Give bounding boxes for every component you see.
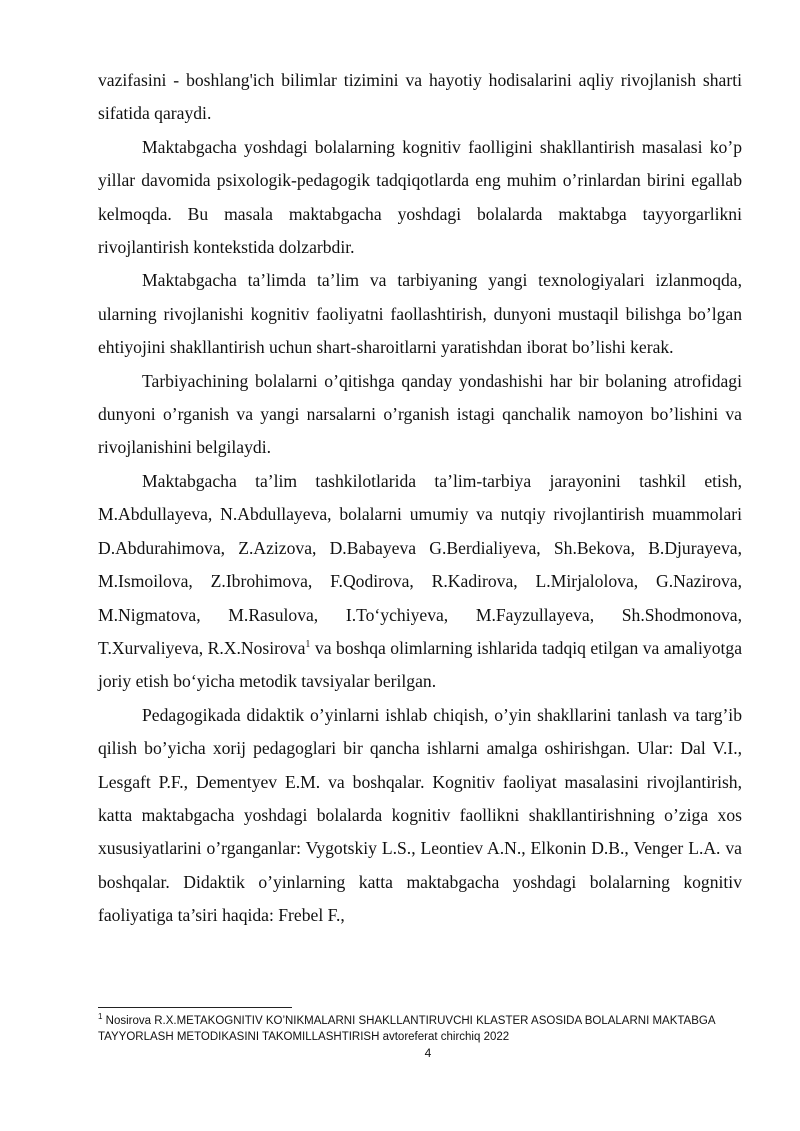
paragraph: vazifasini - boshlang'ich bilimlar tizimini va hayotiy hodisalarini aqliy rivojlanish sharti sifatida qaraydi. bbox=[98, 70, 742, 124]
footnote-text: Nosirova R.X.METAKOGNITIV KO’NIKMALARNI SHAKLLANTIRUVCHI KLASTER ASOSIDA BOLALARNI MAKTABGA TAYYORLASH METODIKASINI TAKOMILLASHTIRISH avtoreferat chirchiq 2022 bbox=[98, 1015, 715, 1043]
paragraph-text: Maktabgacha ta’lim tashkilotlarida ta’lim-tarbiya jarayonini tashkil etish, M.Abdullayeva, N.Abdullayeva, bolalarni umumiy va nutqiy rivojlantirish muammolari D.Abdurahimova, Z.Azizova, D.Babayeva G.Berdialiyeva, Sh.Bekova, B.Djurayeva, M.Ismoilova, Z.Ibrohimova, F.Qodirova, R.Kadirova, L.Mirjalolova, G.Nazirova, M.Nigmatova, M.Rasulova, I.To‘ychiyeva, M.Fayzullayeva, Sh.Shodmonova, T.Xurvaliyeva, R.X.Nosirova bbox=[98, 470, 742, 658]
paragraph: Pedagogikada didaktik o’yinlarni ishlab chiqish, o’yin shakllarini tanlash va targ’ib qilish bo’yicha xorij pedagoglari bir qancha ishlarni amalga oshirishgan. Ular: Dal V.I., Lesgaft P.F., Dementyev E.M. va boshqalar. Kognitiv faoliyat masalasini rivojlantirish, katta maktabgacha yoshdagi bolalarda kognitiv faollikni shakllantirishning o’ziga xos xususiyatlarini o’rganganlar: Vygotskiy L.S., Leontiev A.N., Elkonin D.B., Venger L.A. va boshqalar. Didaktik o’yinlarning katta maktabgacha yoshdagi bolalarning kognitiv faoliyatiga ta’siri haqida: Frebel F., bbox=[98, 704, 742, 926]
paragraph bbox=[98, 465, 742, 699]
footnote-mark: 1 bbox=[98, 1012, 103, 1022]
footnote bbox=[98, 1013, 742, 1045]
paragraph: Maktabgacha yoshdagi bolalarning kognitiv faolligini shakllantirish masalasi ko’p yillar davomida psixologik-pedagogik tadqiqotlarda eng muhim o’rinlardan birini egallab kelmoqda. Bu masala maktabgacha yoshdagi bolalarda maktabga tayyorgarlikni rivojlantirish kontekstida dolzarbdir. bbox=[98, 136, 742, 258]
body-text bbox=[98, 64, 742, 933]
footnote-reference[interactable]: 1 bbox=[305, 639, 311, 651]
paragraph-text: va boshqa olimlarning ishlarida tadqiq etilgan va amaliyotga joriy etish bo‘yicha metodik tavsiyalar berilgan. bbox=[98, 637, 743, 692]
page-number: 4 bbox=[424, 1046, 432, 1060]
paragraph: Tarbiyachining bolalarni o’qitishga qanday yondashishi har bir bolaning atrofidagi dunyoni o’rganish va yangi narsalarni o’rganish istagi qanchalik namoyon bo’lishini va rivojlanishini belgilaydi. bbox=[98, 370, 742, 458]
footnote-separator bbox=[98, 1007, 292, 1008]
paragraph: Maktabgacha ta’limda ta’lim va tarbiyaning yangi texnologiyalari izlanmoqda, ularning rivojlanishi kognitiv faoliyatni faollashtirish, dunyoni mustaqil bilishga bo’lgan ehtiyojini shakllantirish uchun shart-sharoitlarni yaratishdan iborat bo’lishi kerak. bbox=[98, 270, 742, 358]
